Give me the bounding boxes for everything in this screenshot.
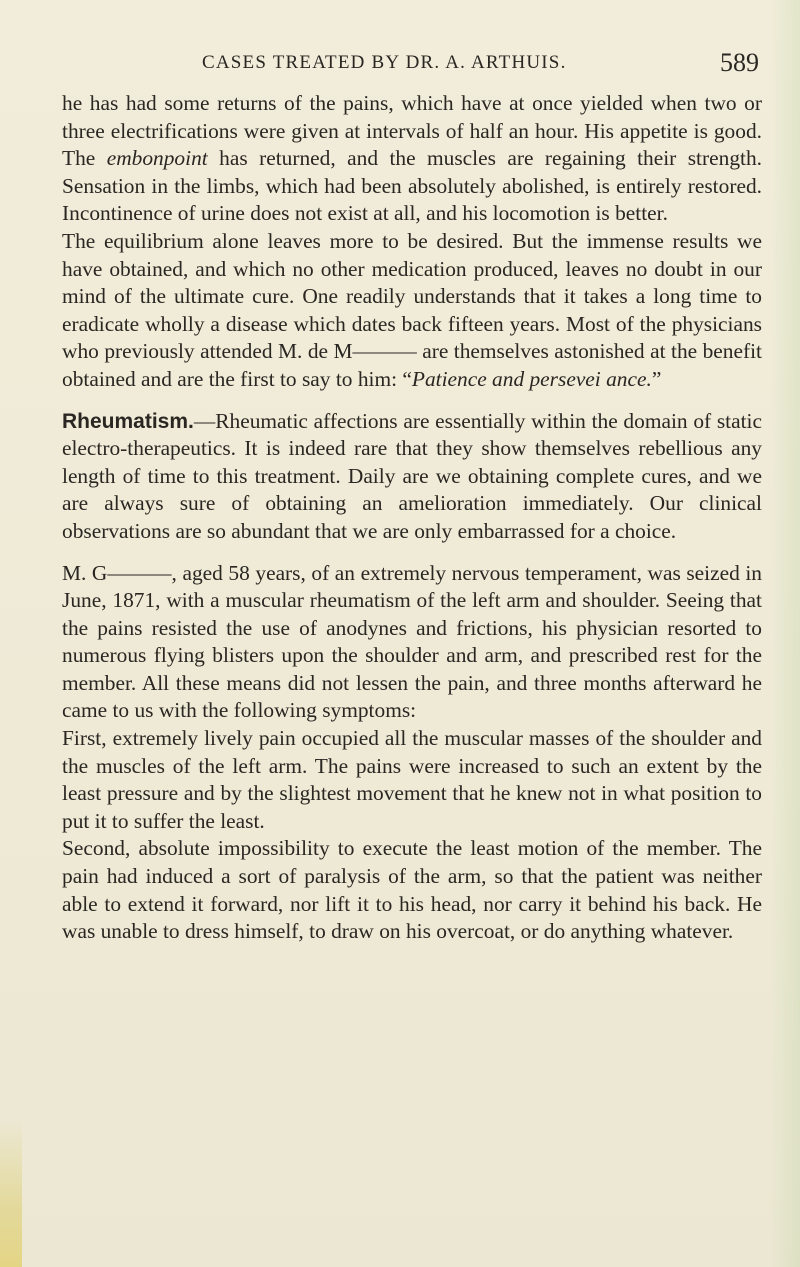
paragraph-2-text-a: The equilibrium alone leaves more to be desired. But the immense results we have obtained, and which no other medication produced, leaves no doubt in our mind of the ultimate cure. One readily understands that it takes a long time to eradicate wholly a disease which dates back fifteen years. Most of the physicians who previously attended M. de M——— are themselves astonished at the benefit obtained and are the first to say to him: “ <box>62 228 762 391</box>
paragraph-1-term-embonpoint: embonpoint <box>106 146 208 171</box>
paragraph-first-symptom <box>62 725 762 835</box>
paragraph-1 <box>62 90 762 228</box>
paragraph-first-symptom-text: First, extremely lively pain occupied all the muscular masses of the shoulder and the muscles of the left arm. The pains were increased to such an extent by the least pressure and by the slightest movement that he knew not in what position to put it to suffer the least. <box>62 726 762 833</box>
paragraph-2-close-quote: ” <box>651 366 662 391</box>
running-head: CASES TREATED BY DR. A. ARTHUIS. <box>202 52 567 73</box>
page-number: 589 <box>720 48 759 77</box>
page-edge-stain <box>0 1120 22 1267</box>
paragraph-2 <box>62 228 762 394</box>
paragraph-1-text-b: has returned, and the muscles are regaining their strength. Sensation in the limbs, which had been absolutely abolished, is entirely restored. Incontinence of urine does not exist at all, and his locomotion is better. <box>62 146 762 226</box>
body-text <box>62 90 762 946</box>
paragraph-rheumatism-text: —Rheumatic affections are essentially within the domain of static electro-therapeutics. It is indeed rare that they show themselves rebellious any length of time to this treatment. Daily are we obtaining complete cures, and we are always sure of obtaining an amelioration immediately. Our clinical observations are so abundant that we are only embarrassed for a choice. <box>62 408 762 543</box>
section-heading-rheumatism: Rheumatism. <box>62 409 194 433</box>
paragraph-rheumatism <box>62 408 762 546</box>
paragraph-2-quote: Patience and persevei ance. <box>411 366 652 391</box>
paragraph-second-symptom-text: Second, absolute impossibility to execute the least motion of the member. The pain had induced a sort of paralysis of the arm, so that the patient was neither able to extend it forward, nor lift it to his head, nor carry it behind his back. He was unable to dress himself, to draw on his overcoat, or do anything whatever. <box>62 836 762 944</box>
paragraph-case-text: M. G———, aged 58 years, of an extremely nervous temperament, was seized in June, 1871, with a muscular rheumatism of the left arm and shoulder. Seeing that the pains resisted the use of anodynes and frictions, his physician resorted to numerous flying blisters upon the shoulder and arm, and prescribed rest for the member. All these means did not lessen the pain, and three months afterward he came to us with the following symptoms: <box>62 560 762 723</box>
paragraph-1-text-a: he has had some returns of the pains, which have at once yielded when two or three electrifications were given at intervals of half an hour. His appetite is good. The <box>62 91 762 171</box>
page-header <box>62 46 762 82</box>
paragraph-case <box>62 560 762 726</box>
paragraph-second-symptom <box>62 835 762 945</box>
